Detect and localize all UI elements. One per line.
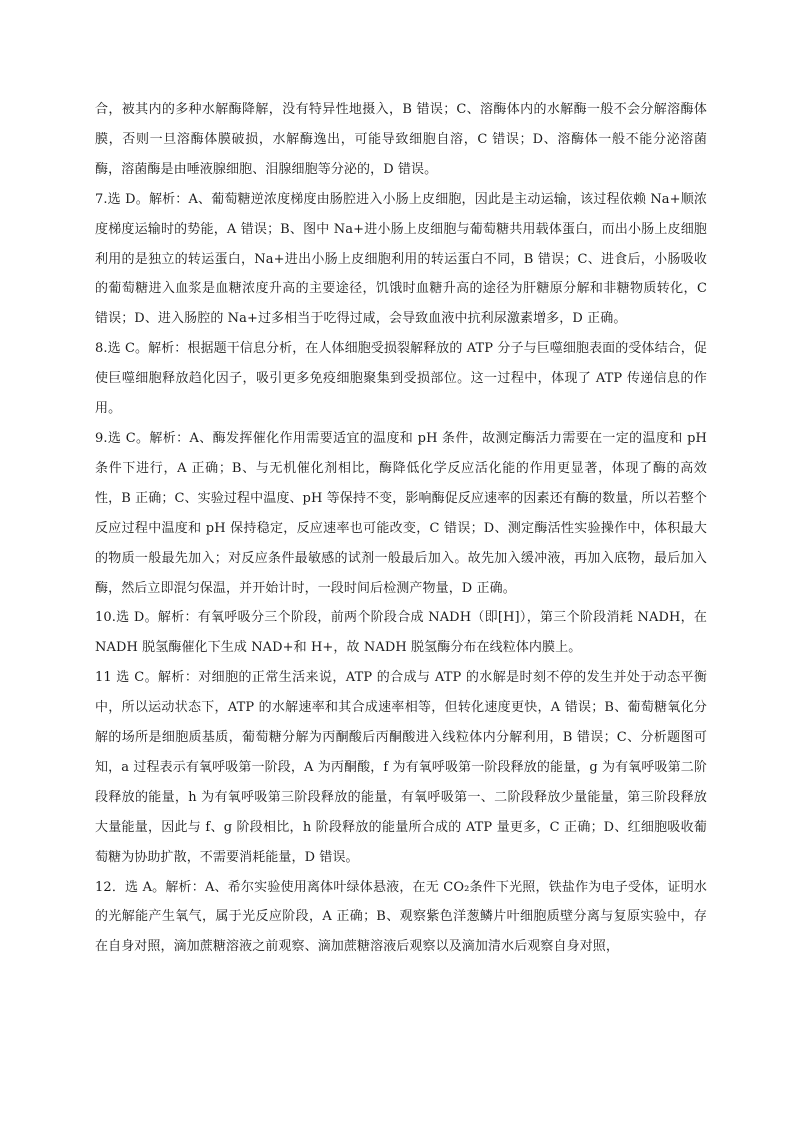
answer-8: 8.选 C。解析：根据题干信息分析，在人体细胞受损裂解释放的 ATP 分子与巨噬细胞表面的受体结合，促使巨噬细胞释放趋化因子，吸引更多免疫细胞聚集到受损部位。这一过程中，体现了 ATP 传递信息的作用。 xyxy=(95,341,707,417)
answer-11: 11 选 C。解析：对细胞的正常生活来说，ATP 的合成与 ATP 的水解是时刻不停的发生并处于动态平衡中，所以运动状态下，ATP 的水解速率和其合成速率相等，但转化速度更快，A 错误；B、葡萄糖氧化分解的场所是细胞质基质，葡萄糖分解为丙酮酸后丙酮酸进入线粒体内分解利用，B 错误；C、分析题图可知，a 过程表示有氧呼吸第一阶段，A 为丙酮酸，f 为有氧呼吸第一阶段释放的能量，g 为有氧呼吸第二阶段释放的能量，h 为有氧呼吸第三阶段释放的能量，有氧呼吸第一、二阶段释放少量能量，第三阶段释放大量能量，因此与 f、g 阶段相比，h 阶段释放的能量所合成的 ATP 量更多，C 正确；D、红细胞吸收葡萄糖为协助扩散，不需要消耗能量，D 错误。 xyxy=(95,670,707,865)
answer-7: 7.选 D。解析：A、葡萄糖逆浓度梯度由肠腔进入小肠上皮细胞，因此是主动运输，该过程依赖 Na+顺浓度梯度运输时的势能，A 错误；B、图中 Na+进小肠上皮细胞与葡萄糖共用载体蛋白，而出小肠上皮细胞利用的是独立的转运蛋白，Na+进出小肠上皮细胞利用的转运蛋白不同，B 错误；C、进食后，小肠吸收的葡萄糖进入血浆是血糖浓度升高的主要途径，饥饿时血糖升高的途径为肝糖原分解和非糖物质转化，C 错误；D、进入肠腔的 Na+过多相当于吃得过咸，会导致血液中抗利尿激素增多，D 正确。 xyxy=(95,191,707,327)
answer-10: 10.选 D。解析：有氧呼吸分三个阶段，前两个阶段合成 NADH（即[H]），第三个阶段消耗 NADH，在 NADH 脱氢酶催化下生成 NAD+和 H+，故 NADH 脱氢酶分布在线粒体内膜上。 xyxy=(95,610,707,656)
paragraph-continuation: 合，被其内的多种水解酶降解，没有特异性地摄入，B 错误；C、溶酶体内的水解酶一般不会分解溶酶体膜，否则一旦溶酶体膜破损，水解酶逸出，可能导致细胞自溶，C 错误；D、溶酶体一般不能分泌溶菌酶，溶菌酶是由唾液腺细胞、泪腺细胞等分泌的，D 错误。 xyxy=(95,102,707,177)
answer-9: 9.选 C。解析：A、酶发挥催化作用需要适宜的温度和 pH 条件，故测定酶活力需要在一定的温度和 pH 条件下进行，A 正确；B、与无机催化剂相比，酶降低化学反应活化能的作用更显著，体现了酶的高效性，B 正确；C、实验过程中温度、pH 等保持不变，影响酶促反应速率的因素还有酶的数量，所以若整个反应过程中温度和 pH 保持稳定，反应速率也可能改变，C 错误；D、测定酶活性实验操作中，体积最大的物质一般最先加入；对反应条件最敏感的试剂一般最后加入。故先加入缓冲液，再加入底物，最后加入酶，然后立即混匀保温，并开始计时，一段时间后检测产物量，D 正确。 xyxy=(95,430,707,596)
answer-explanations xyxy=(95,95,707,962)
answer-12: 12．选 A。解析：A、希尔实验使用离体叶绿体悬液，在无 CO₂条件下光照，铁盐作为电子受体，证明水的光解能产生氧气，属于光反应阶段，A 正确；B、观察紫色洋葱鳞片叶细胞质壁分离与复原实验中，存在自身对照，滴加蔗糖溶液之前观察、滴加蔗糖溶液后观察以及滴加清水后观察自身对照， xyxy=(95,879,707,955)
